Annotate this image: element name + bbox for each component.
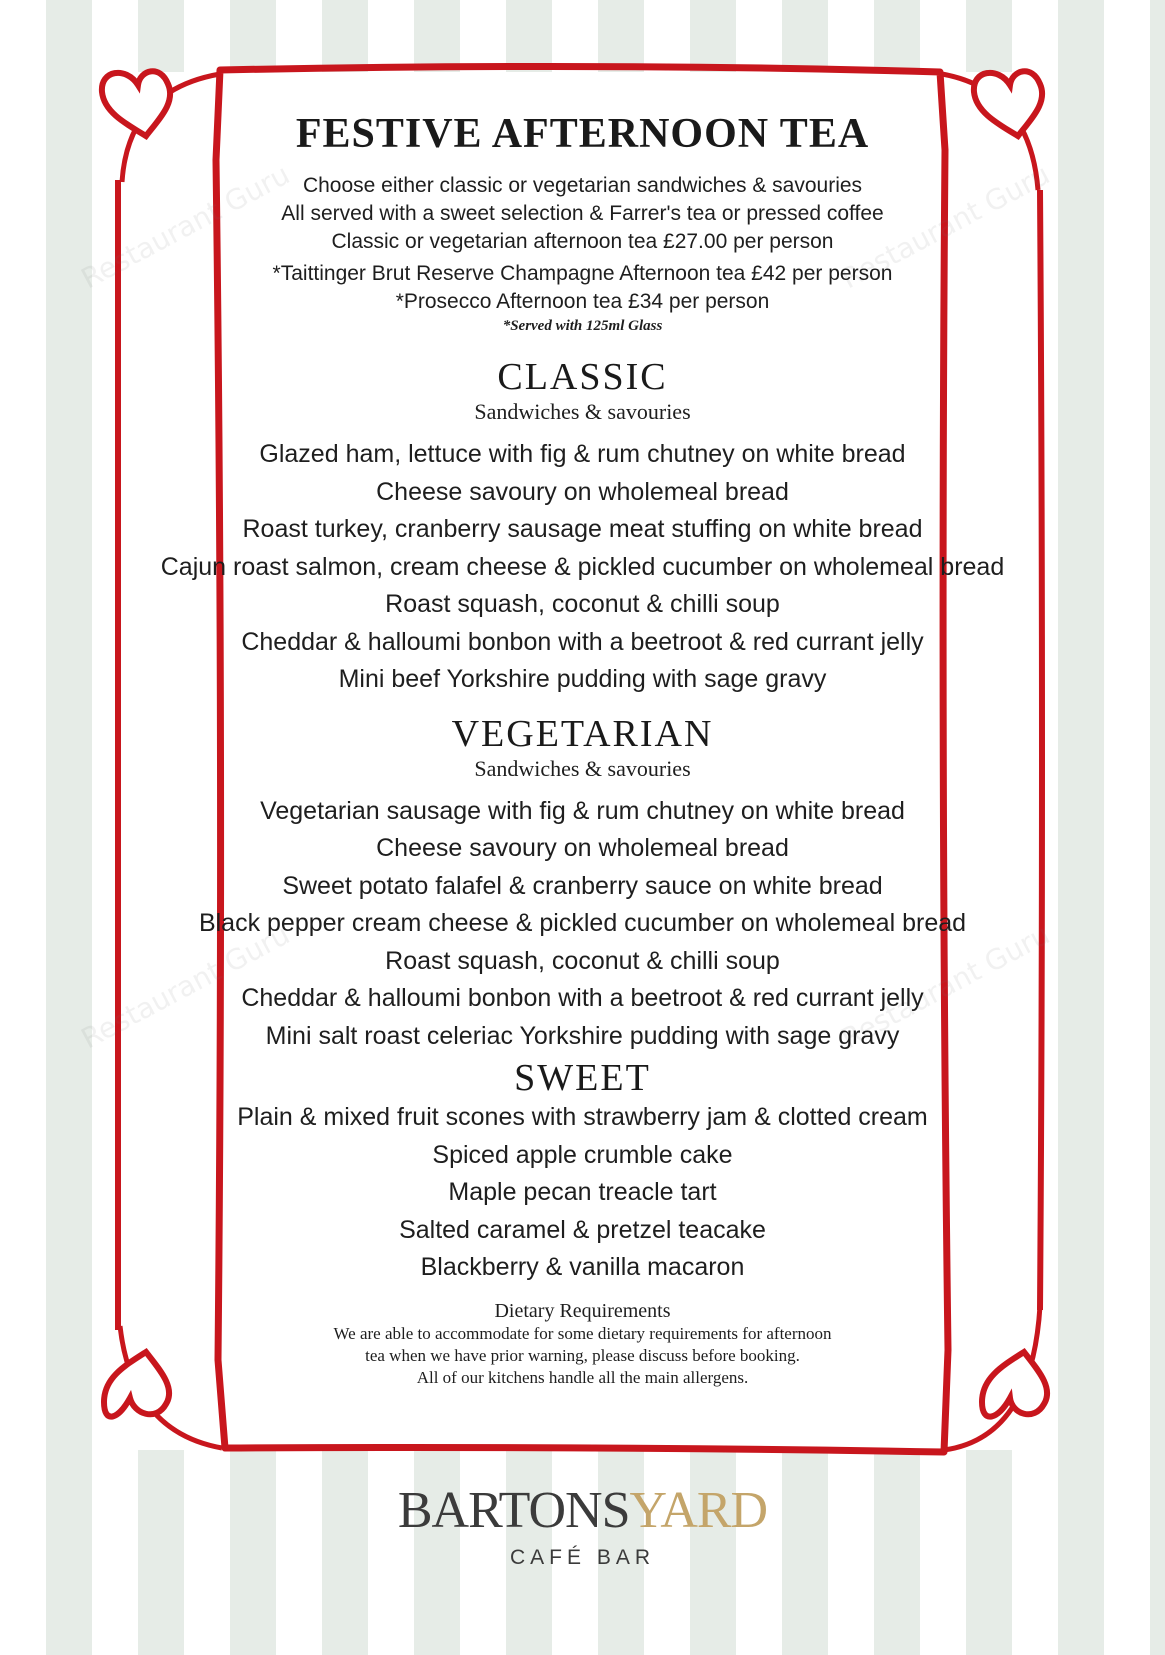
brand-logo (0, 1482, 1165, 1570)
intro-line: All served with a sweet selection & Farrer's tea or pressed coffee (281, 202, 884, 225)
menu-item: Sweet potato falafel & cranberry sauce on white bread (282, 871, 883, 900)
section-vegetarian (100, 713, 1065, 1056)
menu-item: Mini salt roast celeriac Yorkshire pudding with sage gravy (265, 1021, 900, 1050)
offer-line: *Prosecco Afternoon tea £34 per person (395, 290, 770, 313)
menu-item: Plain & mixed fruit scones with strawberry jam & clotted cream (237, 1103, 928, 1131)
menu-item: Blackberry & vanilla macaron (420, 1253, 745, 1281)
dietary-heading: Dietary Requirements (494, 1299, 671, 1322)
section-subtitle: Sandwiches & savouries (474, 755, 691, 781)
menu-item: Roast squash, coconut & chilli soup (385, 590, 780, 618)
dietary-line: All of our kitchens handle all the main allergens. (416, 1367, 749, 1387)
watermark-text: Restaurant Guru (75, 157, 296, 296)
offer-line: *Taittinger Brut Reserve Champagne Afternoon tea £42 per person (272, 262, 893, 285)
menu-item: Roast squash, coconut & chilli soup (385, 946, 780, 975)
brand-name-part2: YARD (629, 1482, 768, 1539)
section-title: CLASSIC (497, 356, 668, 398)
menu-item-list (100, 436, 1065, 699)
menu-item: Glazed ham, lettuce with fig & rum chutney on white bread (259, 440, 906, 468)
section-title: SWEET (514, 1057, 651, 1099)
section-classic (100, 356, 1065, 699)
menu-item: Black pepper cream cheese & pickled cucumber on wholemeal bread (198, 909, 967, 937)
menu-item: Vegetarian sausage with fig & rum chutney on white bread (260, 796, 905, 825)
section-sweet (100, 1057, 1065, 1287)
menu-item-list (100, 793, 1065, 1056)
menu-item: Roast turkey, cranberry sausage meat stuffing on white bread (242, 515, 923, 543)
glass-note: *Served with 125ml Glass (502, 318, 663, 334)
dietary-line: tea when we have prior warning, please discuss before booking. (365, 1345, 800, 1365)
menu-item-list (100, 1099, 1065, 1287)
menu-title: FESTIVE AFTERNOON TEA (295, 111, 870, 157)
watermark-text: Restaurant Guru (75, 917, 296, 1056)
brand-tagline: CAFÉ BAR (509, 1546, 656, 1569)
dietary-line: We are able to accommodate for some dietary requirements for afternoon (333, 1323, 832, 1343)
menu-item: Salted caramel & pretzel teacake (399, 1215, 766, 1244)
menu-content (100, 100, 1065, 1389)
intro-line: Choose either classic or vegetarian sandwiches & savouries (302, 174, 863, 197)
section-subtitle: Sandwiches & savouries (474, 399, 691, 424)
menu-item: Cheese savoury on wholemeal bread (376, 834, 789, 862)
menu-item: Cheddar & halloumi bonbon with a beetroot & red currant jelly (241, 984, 924, 1012)
watermark-text: Restaurant Guru (835, 917, 1056, 1056)
menu-item: Spiced apple crumble cake (432, 1140, 733, 1169)
menu-item: Cajun roast salmon, cream cheese & pickled cucumber on wholemeal bread (160, 552, 1005, 581)
dietary-notice (100, 1299, 1065, 1389)
brand-name (0, 1482, 1165, 1540)
brand-name-part1: BARTONS (397, 1482, 630, 1539)
menu-item: Cheddar & halloumi bonbon with a beetroot & red currant jelly (241, 627, 924, 656)
menu-item: Maple pecan treacle tart (448, 1178, 717, 1206)
section-title: VEGETARIAN (451, 712, 714, 755)
watermark-text: Restaurant Guru (835, 157, 1056, 296)
intro-line: Classic or vegetarian afternoon tea £27.00 per person (331, 230, 834, 253)
menu-item: Cheese savoury on wholemeal bread (376, 477, 789, 506)
menu-item: Mini beef Yorkshire pudding with sage gravy (338, 665, 827, 693)
